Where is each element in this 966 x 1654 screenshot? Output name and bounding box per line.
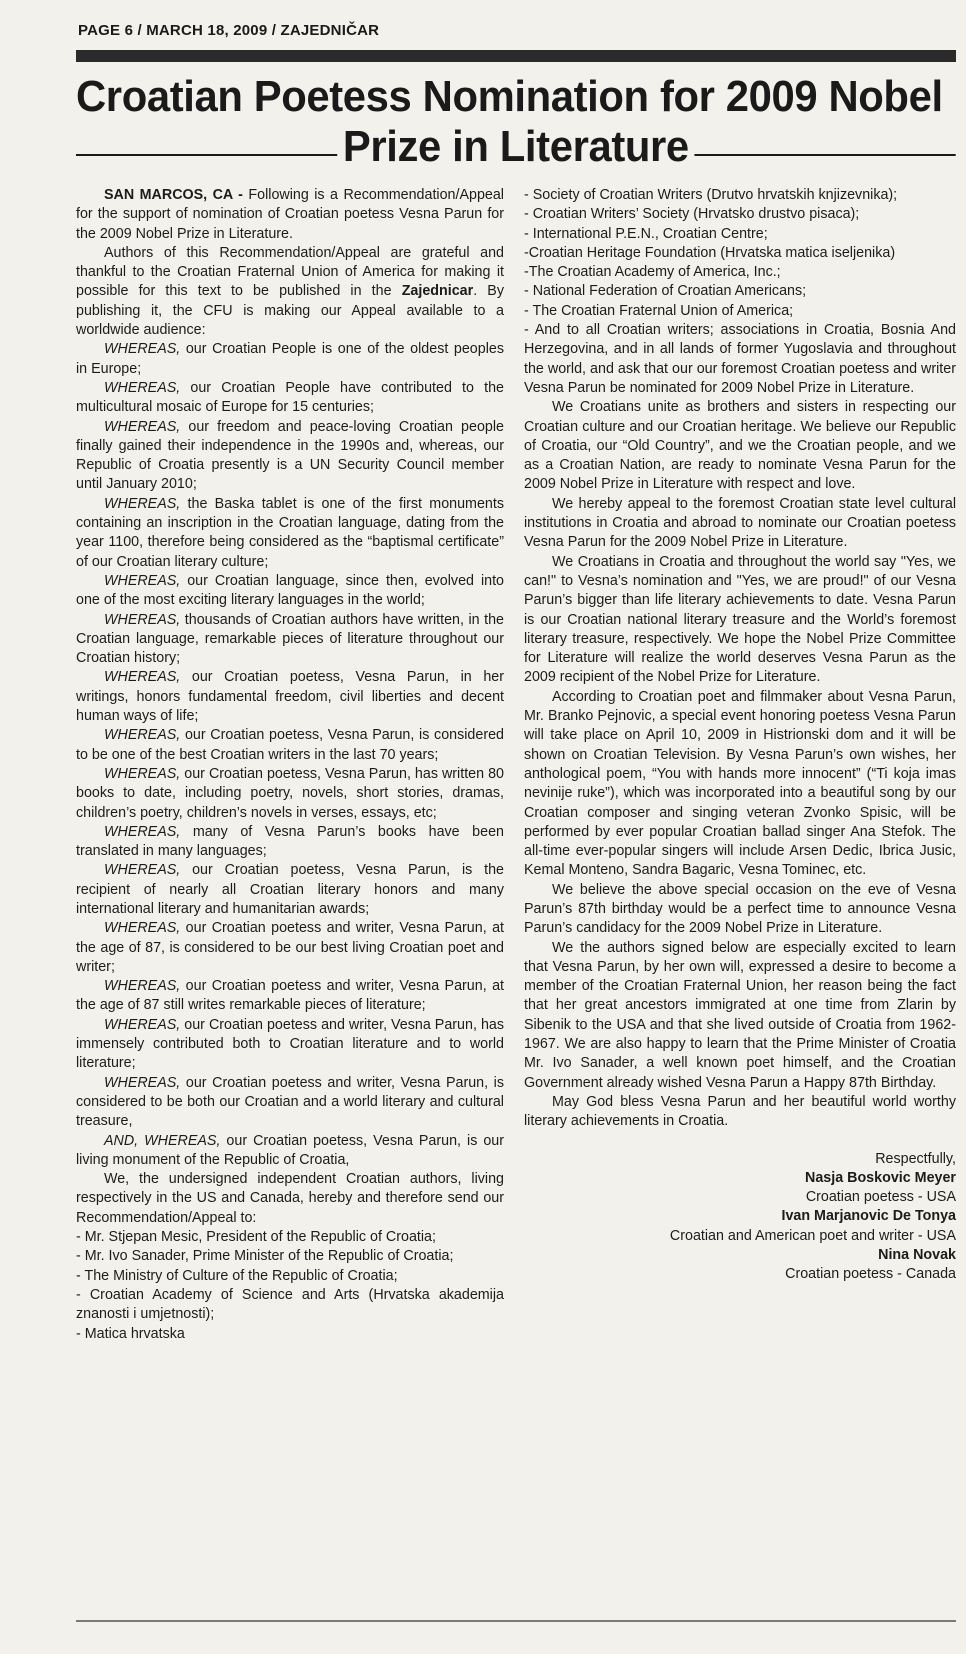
spacer (524, 1132, 956, 1150)
closing: Respectfully, (875, 1150, 956, 1167)
signatory-name: Nina Novak (878, 1247, 956, 1264)
whereas-clause-12: WHEREAS, our Croatian poetess and writer, Vesna Parun, at the age of 87, is considered to be our best living Croatian poet and writer; (76, 920, 504, 975)
headline-line-2-row (76, 122, 956, 172)
headline-line-1: Croatian Poetess Nomination for 2009 Nobel (76, 72, 943, 121)
list-item: - And to all Croatian writers; associations in Croatia, Bosnia And Herzegovina, and in all lands of former Yugoslavia and throughout the world, and ask that our our foremost Croatian poetess and writer Vesna Parun be nominated for 2009 Nobel Prize in Literature. (524, 322, 956, 396)
bottom-rule (76, 1620, 956, 1622)
whereas-clause-1: WHEREAS, our Croatian People is one of the oldest peoples in Europe; (76, 341, 504, 377)
whereas-clause-4: WHEREAS, the Baska tablet is one of the first monuments containing an inscription in the Croatian language, dating from the year 1100, therefore being considered as the “baptismal certificate” of our Croatian literary culture; (76, 495, 504, 570)
list-item: - National Federation of Croatian Americans; (524, 283, 807, 300)
list-item: - The Croatian Fraternal Union of America; (524, 302, 794, 319)
list-item: -The Croatian Academy of America, Inc.; (524, 264, 781, 281)
whereas-clause-6: WHEREAS, thousands of Croatian authors have written, in the Croatian language, remarkable pieces of literature throughout our Croatian history; (76, 611, 504, 667)
whereas-clause-7: WHEREAS, our Croatian poetess, Vesna Parun, in her writings, honors fundamental freedom, civil liberties and decent human ways of life; (76, 669, 504, 725)
page-folio: PAGE 6 / MARCH 18, 2009 / ZAJEDNIČAR (78, 22, 380, 39)
headline-rule-right (694, 154, 955, 156)
paragraph: We believe the above special occasion on the eve of Vesna Parun’s 87th birthday would be a perfect time to announce Vesna Parun’s candidacy for the 2009 Nobel Prize in Literature. (524, 881, 956, 937)
article-column-left (76, 186, 504, 1344)
whereas-clause-14: WHEREAS, our Croatian poetess and writer, Vesna Parun, has immensely contributed both to Croatian literature and to world literature; (76, 1016, 504, 1072)
list-item: -Croatian Heritage Foundation (Hrvatska matica iseljenika) (524, 244, 896, 261)
signatory-role: Croatian poetess - USA (805, 1189, 956, 1206)
signatory-role: Croatian poetess - Canada (785, 1266, 956, 1283)
whereas-clause-9: WHEREAS, our Croatian poetess, Vesna Parun, has written 80 books to date, including poetry, novels, short stories, dramas, children’s poetry, children’s novels in verses, essays, etc; (76, 765, 504, 821)
list-item: - The Ministry of Culture of the Republic of Croatia; (76, 1267, 398, 1284)
signatory-name: Nasja Boskovic Meyer (805, 1169, 956, 1186)
list-item: - Society of Croatian Writers (Drutvo hrvatskih knjizevnika); (524, 187, 898, 203)
signatory-name: Ivan Marjanovic De Tonya (781, 1208, 956, 1225)
dateline: SAN MARCOS, CA - (104, 187, 243, 203)
whereas-clause-8: WHEREAS, our Croatian poetess, Vesna Parun, is considered to be one of the best Croatian writers in the last 70 years; (76, 727, 504, 763)
paragraph: We Croatians unite as brothers and sisters in respecting our Croatian culture and our Croatian heritage. We believe our Republic of Croatia, our “Old Country”, and we the Croatian people, and we as a Croatian Nation, are ready to nominate Vesna Parun for the 2009 Nobel Prize in Literature with respect and love. (524, 399, 956, 493)
whereas-clause-11: WHEREAS, our Croatian poetess, Vesna Parun, is the recipient of nearly all Croatian literary honors and many international literary and humanitarian awards; (76, 862, 504, 917)
list-item: - Mr. Stjepan Mesic, President of the Republic of Croatia; (76, 1229, 436, 1246)
header-bar (76, 50, 956, 62)
publication-name: Zajednicar (401, 283, 474, 300)
headline (76, 72, 943, 172)
headline-line-2: Prize in Literature (342, 122, 689, 171)
list-item: - Croatian Academy of Science and Arts (Hrvatska akademija znanosti i umjetnosti); (76, 1286, 504, 1323)
headline-rule-left (76, 154, 337, 156)
paragraph: We Croatians in Croatia and throughout the world say "Yes, we can!" to Vesna’s nomination and "Yes, we are proud!" of our Vesna Parun’s bigger than life literary achievements to date. Vesna Parun is our Croatian national literary treasure and the World’s foremost literary treasure, respectively. We hope the Nobel Prize Committee for Literature will realize the world deserves Vesna Parun as the 2009 recipient of the Nobel Prize for Literature. (524, 553, 956, 686)
paragraph: According to Croatian poet and filmmaker about Vesna Parun, Mr. Branko Pejnovic, a special event honoring poetess Vesna Parun will take place on April 10, 2009 in Histrionski dom and it will be shown on Croatian Television. By Vesna Parun’s own wishes, her anthological poem, “You with hands more innocent” (“Ti koja imas nevinije ruke”), which was incorporated into a beautiful song by our Croatian composer and singing veteran Zvonko Spisic, will be performed by ever popular Croatian ballad singer Ana Stefok. The all-time ever-popular singers will include Arsen Dedic, Ibrica Jusic, Kemal Monteno, Sandra Bagaric, Vesna Tominec, etc. (524, 688, 956, 879)
lead-paragraph: SAN MARCOS, CA - Following is a Recommendation/Appeal for the support of nomination of Croatian poetess Vesna Parun for the 2009 Nobel Prize in Literature. (76, 187, 504, 242)
paragraph: May God bless Vesna Parun and her beautiful world worthy literary achievements in Croatia. (524, 1093, 956, 1130)
whereas-clause-10: WHEREAS, many of Vesna Parun’s books have been translated in many languages; (76, 823, 504, 860)
list-item: - International P.E.N., Croatian Centre; (524, 225, 768, 242)
whereas-clause-3: WHEREAS, our freedom and peace-loving Croatian people finally gained their independence in the 1990s and, whereas, our Republic of Croatia presently is a UN Security Council member until January 2010; (76, 418, 504, 493)
whereas-clause-13: WHEREAS, our Croatian poetess and writer, Vesna Parun, at the age of 87 still writes remarkable pieces of literature; (76, 978, 504, 1014)
whereas-clause-15: WHEREAS, our Croatian poetess and writer, Vesna Parun, is considered to be both our Croatian and a world literary and cultural treasure, (76, 1074, 504, 1130)
paragraph: We the authors signed below are especially excited to learn that Vesna Parun, by her own will, expressed a desire to become a member of the Croatian Fraternal Union, her reason being the fact that her great ancestors immigrated at one time from Zlarin by Sibenik to the USA and that she lived outside of Croatia from 1962-1967. We are also happy to learn that the Prime Minister of Croatia Mr. Ivo Sanader, a well known poet himself, and the Croatian Government already wished Vesna Parun a Happy 87th Birthday. (524, 939, 956, 1091)
paragraph: We, the undersigned independent Croatian authors, living respectively in the US and Canada, hereby and therefore send our Recommendation/Appeal to: (76, 1171, 504, 1226)
list-item: - Croatian Writers’ Society (Hrvatsko drustvo pisaca); (524, 206, 860, 223)
list-item: - Mr. Ivo Sanader, Prime Minister of the Republic of Croatia; (76, 1248, 454, 1265)
paragraph: We hereby appeal to the foremost Croatian state level cultural institutions in Croatia and abroad to nominate our Croatian poetess Vesna Parun for the 2009 Nobel Prize in Literature. (524, 495, 956, 551)
whereas-clause-5: WHEREAS, our Croatian language, since then, evolved into one of the most exciting literary languages in the world; (76, 572, 504, 609)
article-column-right (524, 186, 956, 1285)
whereas-clause-2: WHEREAS, our Croatian People have contributed to the multicultural mosaic of Europe for 15 centuries; (76, 379, 504, 416)
list-item: - Matica hrvatska (76, 1325, 185, 1342)
whereas-clause-16: AND, WHEREAS, our Croatian poetess, Vesna Parun, is our living monument of the Republic of Croatia, (76, 1132, 504, 1168)
paragraph: Authors of this Recommendation/Appeal are grateful and thankful to the Croatian Fraternal Union of America for making it possible for this text to be published in the Zajednicar. By publishing it, the CFU is making our Appeal available to a worldwide audience: (76, 244, 504, 339)
signatory-role: Croatian and American poet and writer - USA (669, 1227, 956, 1244)
